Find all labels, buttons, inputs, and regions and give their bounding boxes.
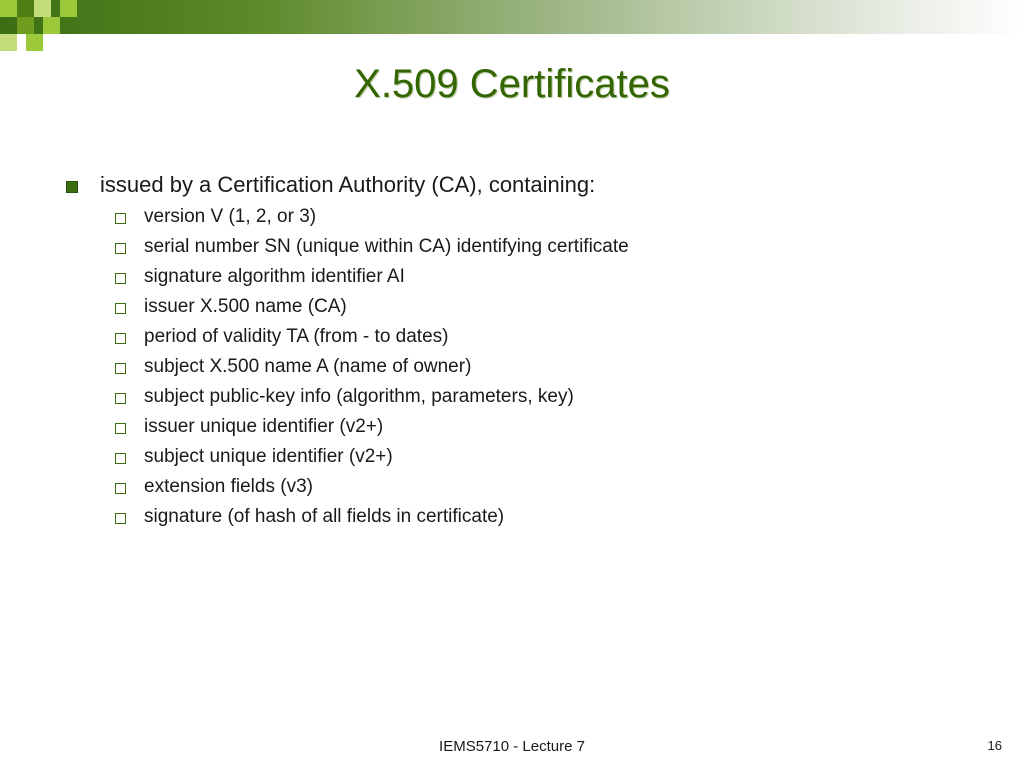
hollow-square-bullet-icon [115,483,126,494]
hollow-square-bullet-icon [115,273,126,284]
decorative-square [17,17,34,34]
main-bullet [62,168,982,202]
list-item-text: issuer unique identifier (v2+) [144,416,384,437]
list-item [113,292,982,322]
list-item-text: issuer X.500 name (CA) [144,296,347,317]
list-item [113,322,982,352]
list-item [113,382,982,412]
slide-title: X.509 Certificates [354,62,670,106]
hollow-square-bullet-icon [115,423,126,434]
decorative-square [26,34,43,51]
hollow-square-bullet-icon [115,213,126,224]
hollow-square-bullet-icon [115,303,126,314]
list-item [113,352,982,382]
list-item [113,442,982,472]
list-item [113,412,982,442]
decorative-square [60,0,77,17]
decorative-square [17,0,34,17]
decorative-square [43,17,60,34]
list-item [113,502,982,532]
list-item-text: serial number SN (unique within CA) identifying certificate [144,236,629,257]
list-item [113,202,982,232]
list-item [113,262,982,292]
list-item-text: version V (1, 2, or 3) [144,206,317,227]
hollow-square-bullet-icon [115,513,126,524]
list-item-text: signature (of hash of all fields in certificate) [144,506,505,527]
list-item-text: period of validity TA (from - to dates) [144,326,449,347]
list-item-text: signature algorithm identifier AI [144,266,405,287]
hollow-square-bullet-icon [115,363,126,374]
hollow-square-bullet-icon [115,453,126,464]
hollow-square-bullet-icon [115,393,126,404]
list-item-text: extension fields (v3) [144,476,313,497]
list-item-text: subject X.500 name A (name of owner) [144,356,472,377]
page-number: 16 [987,738,1002,753]
decorative-square [0,0,17,17]
hollow-square-bullet-icon [115,333,126,344]
decorative-square [34,0,51,17]
top-decorative-bar [0,0,1024,34]
certificate-fields-list [113,202,982,532]
list-item [113,472,982,502]
list-item-text: subject public-key info (algorithm, parameters, key) [144,386,574,407]
list-item [113,232,982,262]
square-bullet-icon [66,181,78,193]
list-item-text: subject unique identifier (v2+) [144,446,393,467]
hollow-square-bullet-icon [115,243,126,254]
decorative-square [0,34,17,51]
main-bullet-text: issued by a Certification Authority (CA), containing: [100,172,596,197]
slide-content [62,168,982,532]
footer-text: IEMS5710 - Lecture 7 [439,738,585,755]
